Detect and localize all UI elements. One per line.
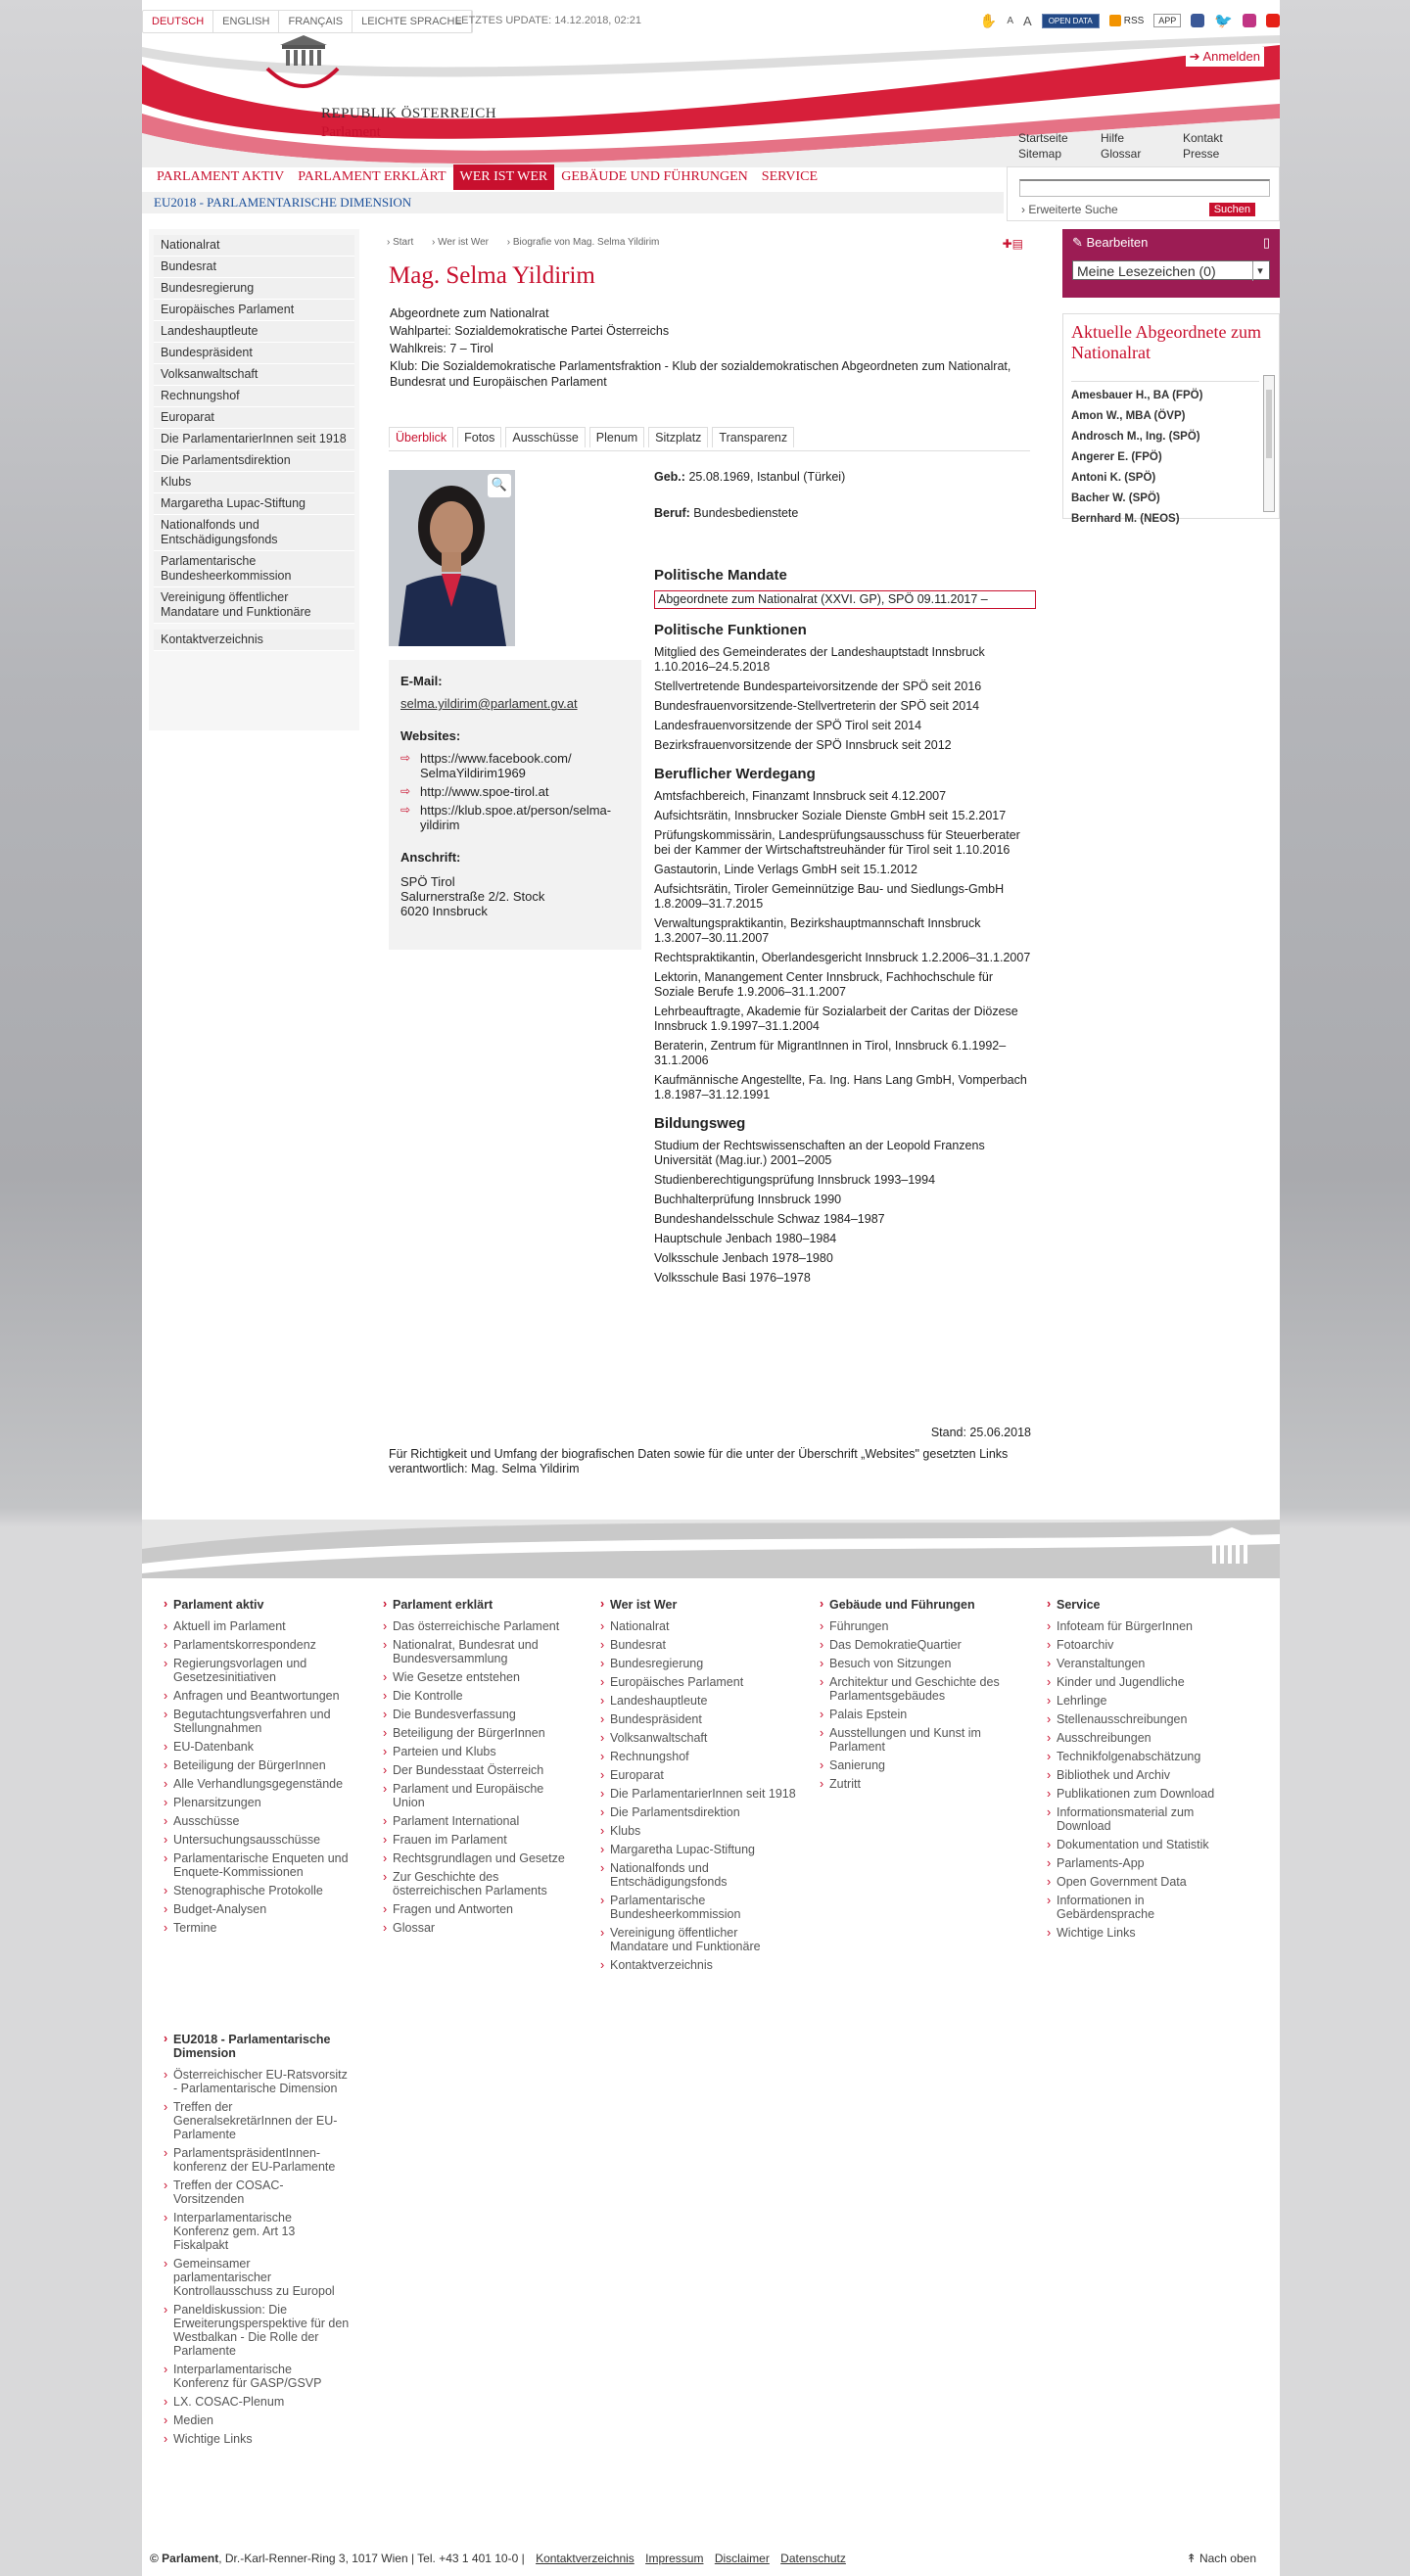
leftnav-item[interactable]: Vereinigung öffentlicher Mandatare und Funktionäre [154, 587, 354, 624]
current-members-title: Aktuelle Abgeordnete zum Nationalrat [1071, 322, 1261, 362]
page [142, 0, 1280, 2576]
geb-label: Geb.: [654, 470, 685, 484]
leftnav-item-kontaktverzeichnis[interactable]: Kontaktverzeichnis [154, 630, 354, 651]
footer-link[interactable]: › Architektur und Geschichte des Parlamentsgebäudes [820, 1675, 1015, 1703]
footer-link[interactable]: › Parlamentarische Bundesheerkommission [600, 1894, 796, 1921]
funktion-item: Stellvertretende Bundesparteivorsitzende der SPÖ seit 2016 [654, 679, 982, 693]
leftnav-item[interactable]: Landeshauptleute [154, 321, 354, 343]
werdegang-heading: Beruflicher Werdegang [654, 766, 816, 782]
nav-parlament-erklaert[interactable]: PARLAMENT ERKLÄRT [298, 169, 446, 184]
footer-link[interactable]: › Begutachtungsverfahren und Stellungnahmen [164, 1708, 359, 1735]
leftnav-item[interactable]: Die ParlamentarierInnen seit 1918 [154, 429, 354, 450]
address-line: SPÖ Tirol [400, 874, 455, 889]
footer-swoosh [142, 1520, 1280, 1578]
logo-line2: Parlament [321, 124, 381, 140]
websites-list [400, 751, 630, 832]
footer-link[interactable]: › Aktuell im Parlament [164, 1619, 359, 1633]
bildung-heading: Bildungsweg [654, 1115, 746, 1132]
werdegang-item: Prüfungskommissärin, Landesprüfungsausschuss für Steuerberater bei der Kammer der Wirtschaftstreuhänder für Tirol seit 1.10.2016 [654, 828, 1020, 857]
youtube-icon[interactable] [1266, 14, 1280, 27]
rss-icon [1109, 15, 1121, 26]
footer-link[interactable]: › Bibliothek und Archiv [1047, 1768, 1243, 1782]
arrow-up-icon: ↟ [1186, 2552, 1199, 2565]
email-label: E-Mail: [400, 674, 443, 688]
service-links [1018, 131, 1265, 161]
info-icon: ▯ [1262, 235, 1270, 250]
address-line: 6020 Innsbruck [400, 904, 488, 918]
current-members-panel [1062, 313, 1280, 525]
footer-link[interactable]: › Interparlamentarische Konferenz gem. Art 13 Fiskalpakt [164, 2211, 350, 2252]
tab-plenum[interactable]: Plenum [589, 427, 644, 447]
link-glossar[interactable]: Glossar [1101, 147, 1142, 161]
werdegang-item: Lektorin, Manangement Center Innsbruck, Fachhochschule für Soziale Berufe 1.9.2006–31.1.2007 [654, 970, 994, 999]
werdegang-item: Beraterin, Zentrum für MigrantInnen in Tirol, Innsbruck 6.1.1992–31.1.2006 [654, 1039, 1007, 1067]
stand-date: Stand: 25.06.2018 [930, 1426, 1031, 1439]
member-link[interactable]: Amesbauer H., BA (FPÖ) [1071, 390, 1203, 401]
footer-link[interactable]: › Rechtsgrundlagen und Gesetze [383, 1851, 579, 1865]
footer-col-eu2018 [164, 2033, 350, 2451]
funktion-item: Mitglied des Gemeinderates der Landeshauptstadt Innsbruck 1.10.2016–24.5.2018 [654, 645, 985, 674]
footer-link[interactable]: › Technikfolgenabschätzung [1047, 1750, 1243, 1763]
rss-link[interactable] [1109, 15, 1145, 26]
footer-link[interactable]: › Open Government Data [1047, 1875, 1243, 1889]
nav-parlament-aktiv[interactable]: PARLAMENT AKTIV [157, 169, 285, 184]
login-link[interactable] [1186, 47, 1264, 67]
footer-heading[interactable]: › Gebäude und Führungen [820, 1598, 1015, 1612]
last-update: LETZTES UPDATE: 14.12.2018, 02:21 [455, 15, 641, 26]
leftnav-item[interactable]: Margaretha Lupac-Stiftung [154, 493, 354, 515]
leftnav-item[interactable]: Bundesrat [154, 257, 354, 278]
lang-english[interactable]: ENGLISH [213, 11, 279, 32]
email-link[interactable]: selma.yildirim@parlament.gv.at [400, 696, 578, 711]
footer-link[interactable]: › Palais Epstein [820, 1708, 1015, 1721]
footer-link[interactable]: › Lehrlinge [1047, 1694, 1243, 1708]
breadcrumb-label: Start [393, 237, 414, 248]
tab-sitzplatz[interactable]: Sitzplatz [648, 427, 708, 447]
funktion-item: Landesfrauenvorsitzende der SPÖ Tirol seit 2014 [654, 719, 922, 732]
footer-link[interactable]: › Termine [164, 1921, 359, 1935]
footer-link[interactable]: › Kinder und Jugendliche [1047, 1675, 1243, 1689]
bearbeiten-toggle[interactable] [1072, 235, 1270, 251]
footer-link[interactable]: › Interparlamentarische Konferenz für GASP/GSVP [164, 2363, 350, 2390]
mandate-item: Abgeordnete zum Nationalrat (XXVI. GP), SPÖ 09.11.2017 – [654, 590, 1036, 609]
footer-link[interactable]: › Parlamentskorrespondenz [164, 1638, 359, 1652]
werdegang-item: Rechtspraktikantin, Oberlandesgericht Innsbruck 1.2.2006–31.1.2007 [654, 951, 1031, 964]
footer-link[interactable]: › Anfragen und Beantwortungen [164, 1689, 359, 1703]
lang-leichte-sprache[interactable]: LEICHTE SPRACHE [352, 11, 472, 32]
back-to-top-label: Nach oben [1198, 2552, 1256, 2565]
bearbeiten-label: Bearbeiten [1086, 235, 1149, 250]
members-list [1071, 381, 1259, 525]
bildung-item: Bundeshandelsschule Schwaz 1984–1987 [654, 1212, 885, 1226]
footer-link[interactable]: › Stenographische Protokolle [164, 1884, 359, 1897]
footer-bottom-link[interactable]: Disclaimer [714, 2552, 770, 2565]
instagram-icon[interactable] [1243, 14, 1256, 27]
lang-deutsch[interactable]: DEUTSCH [143, 11, 213, 32]
link-presse[interactable]: Presse [1183, 147, 1220, 161]
profile-photo[interactable] [389, 470, 515, 646]
edit-icon: ✎ [1072, 235, 1087, 250]
footer-heading[interactable]: › Parlament aktiv [164, 1598, 359, 1612]
bildung-item: Volksschule Basi 1976–1978 [654, 1271, 811, 1285]
leftnav-item[interactable]: Die Parlamentsdirektion [154, 450, 354, 472]
intro-line: Abgeordnete zum Nationalrat [390, 306, 549, 320]
search-input[interactable] [1019, 179, 1270, 197]
footer-link[interactable]: › Das österreichische Parlament [383, 1619, 579, 1633]
footer-link[interactable]: › Stellenausschreibungen [1047, 1712, 1243, 1726]
copyright: © Parlament [150, 2552, 219, 2565]
werdegang-item: Gastautorin, Linde Verlags GmbH seit 15.1.2012 [654, 863, 917, 876]
member-link[interactable]: Angerer E. (FPÖ) [1071, 451, 1162, 463]
leftnav-item[interactable]: Nationalfonds und Entschädigungsfonds [154, 515, 354, 551]
leftnav-item[interactable]: Bundespräsident [154, 343, 354, 364]
contact-box [389, 660, 641, 950]
footer-link[interactable]: › Untersuchungsausschüsse [164, 1833, 359, 1847]
footer-col-service [1047, 1598, 1243, 1944]
language-switcher [142, 10, 473, 33]
tab-ueberblick[interactable]: Überblick [389, 427, 453, 447]
footer-link[interactable]: › Wie Gesetze entstehen [383, 1670, 579, 1684]
footer-bottom [150, 2552, 1272, 2565]
subnav-eu2018[interactable]: EU2018 - PARLAMENTARISCHE DIMENSION [154, 195, 412, 210]
footer-link[interactable]: › Vereinigung öffentlicher Mandatare und Funktionäre [600, 1926, 796, 1953]
werdegang-item: Amtsfachbereich, Finanzamt Innsbruck seit 4.12.2007 [654, 789, 947, 803]
footer-bottom-link[interactable]: Impressum [645, 2552, 704, 2565]
footer-heading[interactable]: › Parlament erklärt [383, 1598, 579, 1612]
werdegang-item: Lehrbeauftragte, Akademie für Sozialarbeit der Caritas der Diözese Innsbruck 1.9.1997–31.1.2004 [654, 1005, 1018, 1033]
leftnav-item[interactable]: Rechnungshof [154, 386, 354, 407]
leftnav-item[interactable]: Bundesregierung [154, 278, 354, 300]
login-label: Anmelden [1202, 49, 1260, 64]
tab-ausschuesse[interactable]: Ausschüsse [505, 427, 585, 447]
footer-link[interactable]: › Bundesrat [600, 1638, 796, 1652]
footer-address: , Dr.-Karl-Renner-Ring 3, 1017 Wien | Tel. +43 1 401 10-0 | [218, 2552, 525, 2565]
footer-link[interactable]: › Sanierung [820, 1758, 1015, 1772]
link-sitemap[interactable]: Sitemap [1018, 147, 1062, 161]
biography [654, 470, 1036, 1290]
footer-heading[interactable]: › Wer ist Wer [600, 1598, 796, 1612]
font-small-button[interactable]: A [1007, 15, 1014, 26]
werdegang-item: Aufsichtsrätin, Innsbrucker Soziale Dienste GmbH seit 15.2.2017 [654, 809, 1007, 822]
footer-link[interactable]: › Ausstellungen und Kunst im Parlament [820, 1726, 1015, 1754]
member-link[interactable]: Amon W., MBA (ÖVP) [1071, 410, 1186, 422]
funktion-item: Bundesfrauenvorsitzende-Stellvertreterin der SPÖ seit 2014 [654, 699, 980, 713]
nav-service[interactable]: SERVICE [761, 169, 819, 184]
footer-link[interactable]: › Fotoarchiv [1047, 1638, 1243, 1652]
footer-link[interactable]: › Bundespräsident [600, 1712, 796, 1726]
top-bar [142, 10, 1280, 33]
intro-line: Wahlpartei: Sozialdemokratische Partei Österreichs [390, 324, 670, 338]
footer-link[interactable]: › Alle Verhandlungsgegenstände [164, 1777, 359, 1791]
tools [980, 12, 1280, 29]
footer-link[interactable]: › Informationsmaterial zum Download [1047, 1805, 1243, 1833]
logo-line1: REPUBLIK ÖSTERREICH [321, 106, 497, 121]
funktion-item: Bezirksfrauenvorsitzende der SPÖ Innsbruck seit 2012 [654, 738, 952, 752]
footer-link[interactable]: › Parteien und Klubs [383, 1745, 579, 1758]
leftnav-item[interactable]: Nationalrat [154, 235, 354, 257]
breadcrumb-item[interactable]: › Wer ist Wer [432, 237, 489, 248]
link-kontakt[interactable]: Kontakt [1183, 131, 1223, 145]
search-button[interactable]: Suchen [1209, 203, 1255, 216]
rss-label: RSS [1123, 15, 1145, 26]
footer-link[interactable]: › ParlamentspräsidentInnen-konferenz der EU-Parlamente [164, 2146, 350, 2174]
sign-language-icon[interactable]: ✋ [979, 12, 998, 28]
member-link[interactable]: Bacher W. (SPÖ) [1071, 492, 1160, 504]
intro-line: Klub: Die Sozialdemokratische Parlamentsfraktion - Klub der sozialdemokratischen Abgeordneten zum Nationalrat, Bundesrat und Europäischen Parlament [390, 359, 1011, 389]
leftnav-item[interactable]: Europäisches Parlament [154, 300, 354, 321]
footer-link[interactable]: › Regierungsvorlagen und Gesetzesinitiativen [164, 1657, 359, 1684]
footer-link[interactable]: › Die Bundesverfassung [383, 1708, 579, 1721]
bearbeiten-panel [1062, 229, 1280, 298]
intro-line: Wahlkreis: 7 – Tirol [390, 342, 494, 355]
facebook-icon[interactable] [1191, 14, 1204, 27]
header [142, 35, 1280, 231]
footer-link[interactable]: › Dokumentation und Statistik [1047, 1838, 1243, 1851]
footer-link[interactable]: › Nationalrat [600, 1619, 796, 1633]
footer-bottom-link[interactable]: Kontaktverzeichnis [536, 2552, 634, 2565]
bildung-item: Volksschule Jenbach 1978–1980 [654, 1251, 833, 1265]
footer-col-parlament-aktiv [164, 1598, 359, 1940]
werdegang-item: Aufsichtsrätin, Tiroler Gemeinnützige Bau- und Siedlungs-GmbH 1.8.2009–31.7.2015 [654, 882, 1005, 911]
breadcrumb-label: Wer ist Wer [438, 237, 489, 248]
footer-link[interactable]: › Das DemokratieQuartier [820, 1638, 1015, 1652]
leftnav-item[interactable]: Volksanwaltschaft [154, 364, 354, 386]
breadcrumb-label: Biografie von Mag. Selma Yildirim [512, 237, 660, 248]
footer-link[interactable]: › Führungen [820, 1619, 1015, 1633]
footer-link[interactable]: › Zutritt [820, 1777, 1015, 1791]
breadcrumb [387, 237, 675, 248]
logo-text[interactable] [321, 106, 496, 141]
bildung-item: Studienberechtigungsprüfung Innsbruck 1993–1994 [654, 1173, 936, 1187]
websites-label: Websites: [400, 728, 461, 743]
mandate-heading: Politische Mandate [654, 567, 787, 584]
leftnav-item[interactable]: Klubs [154, 472, 354, 493]
bildung-item: Hauptschule Jenbach 1980–1984 [654, 1232, 837, 1245]
footer-link[interactable]: › Veranstaltungen [1047, 1657, 1243, 1670]
link-startseite[interactable]: Startseite [1018, 131, 1068, 145]
leftnav-item[interactable]: Europarat [154, 407, 354, 429]
footer-link[interactable]: › Parlament International [383, 1814, 579, 1828]
footer-col-parlament-erklaert [383, 1598, 579, 1940]
address-line: Salurnerstraße 2/2. Stock [400, 889, 545, 904]
breadcrumb-item[interactable]: › Start [387, 237, 414, 248]
font-large-button[interactable]: A [1023, 13, 1032, 28]
footer-link[interactable]: › Kontaktverzeichnis [600, 1958, 796, 1972]
advanced-search-label: Erweiterte Suche [1028, 203, 1118, 216]
geb-value: 25.08.1969, Istanbul (Türkei) [688, 470, 846, 484]
footer-link[interactable]: › Volksanwaltschaft [600, 1731, 796, 1745]
footer-link[interactable]: › Paneldiskussion: Die Erweiterungsperspektive für den Westbalkan - Die Rolle der Parlamente [164, 2303, 350, 2358]
footer-link[interactable]: › Plenarsitzungen [164, 1796, 359, 1809]
footer-col-wer-ist-wer [600, 1598, 796, 1977]
footer-link[interactable]: › Besuch von Sitzungen [820, 1657, 1015, 1670]
footer-col-gebaeude [820, 1598, 1015, 1796]
footer-link[interactable]: › Ausschüsse [164, 1814, 359, 1828]
responsibility-note: Für Richtigkeit und Umfang der biografischen Daten sowie für die unter der Überschrift „Websites" gesetzten Links verantwortlich: Mag. Selma Yildirim [389, 1447, 1009, 1475]
footer-link[interactable]: › Glossar [383, 1921, 579, 1935]
footer-link[interactable]: › Europäisches Parlament [600, 1675, 796, 1689]
profile-intro [390, 305, 1026, 392]
beruf-value: Bundesbedienstete [693, 506, 799, 520]
breadcrumb-item: › Biografie von Mag. Selma Yildirim [506, 237, 660, 248]
footer-link[interactable]: › Europarat [600, 1768, 796, 1782]
footer-link[interactable]: › Bundesregierung [600, 1657, 796, 1670]
footer-link[interactable]: › Frauen im Parlament [383, 1833, 579, 1847]
footer-link[interactable]: › Parlaments-App [1047, 1856, 1243, 1870]
opendata-button[interactable]: OPEN DATA [1042, 14, 1100, 28]
members-scrollbar[interactable] [1263, 375, 1275, 512]
website-link[interactable]: ⇨ https://klub.spoe.at/person/selma-yildirim [400, 803, 630, 832]
footer-link[interactable]: › Medien [164, 2413, 350, 2427]
footer-link[interactable]: › Die ParlamentarierInnen seit 1918 [600, 1787, 796, 1801]
footer-link[interactable]: › Treffen der COSAC-Vorsitzenden [164, 2178, 350, 2206]
footer-link[interactable]: › LX. COSAC-Plenum [164, 2395, 350, 2409]
footer-bottom-link[interactable]: Datenschutz [780, 2552, 846, 2565]
footer-link[interactable]: › Rechnungshof [600, 1750, 796, 1763]
app-link[interactable]: APP [1153, 14, 1181, 27]
lang-francais[interactable]: FRANÇAIS [279, 11, 352, 32]
footer-link[interactable]: › Wichtige Links [164, 2432, 350, 2446]
twitter-icon[interactable]: 🐦 [1214, 13, 1233, 29]
bookmarks-select[interactable]: Meine Lesezeichen (0) ▾ [1072, 260, 1270, 280]
footer-heading[interactable]: › Service [1047, 1598, 1243, 1612]
page-title: Mag. Selma Yildirim [389, 262, 595, 289]
bildung-item: Buchhalterprüfung Innsbruck 1990 [654, 1193, 842, 1206]
website-link[interactable]: ⇨ https://www.facebook.com/ SelmaYildirim1969 [400, 751, 630, 780]
footer-link[interactable]: › Publikationen zum Download [1047, 1787, 1243, 1801]
funktionen-heading: Politische Funktionen [654, 622, 807, 638]
footer-link[interactable]: › Budget-Analysen [164, 1902, 359, 1916]
tab-fotos[interactable]: Fotos [457, 427, 501, 447]
beruf-label: Beruf: [654, 506, 690, 520]
footer-link[interactable]: › Klubs [600, 1824, 796, 1838]
footer-link[interactable]: › Beteiligung der BürgerInnen [164, 1758, 359, 1772]
footer-link[interactable]: › Parlamentarische Enqueten und Enquete-Kommissionen [164, 1851, 359, 1879]
birth-info [654, 470, 1036, 485]
footer-link[interactable]: › Treffen der GeneralsekretärInnen der EU-Parlamente [164, 2100, 350, 2141]
leftnav-item[interactable]: Parlamentarische Bundesheerkommission [154, 551, 354, 587]
member-link[interactable]: Antoni K. (SPÖ) [1071, 472, 1156, 484]
job-info [654, 506, 1036, 521]
footer-link[interactable]: › Ausschreibungen [1047, 1731, 1243, 1745]
search-box [1007, 166, 1280, 221]
back-to-top-link[interactable] [1187, 2552, 1256, 2565]
sub-nav [142, 192, 1004, 213]
nav-wer-ist-wer[interactable]: WER IST WER [453, 164, 555, 190]
address-label: Anschrift: [400, 850, 461, 865]
website-link[interactable]: ⇨ http://www.spoe-tirol.at [400, 784, 630, 799]
footer-heading[interactable]: › EU2018 - Parlamentarische Dimension [164, 2033, 350, 2060]
footer-link[interactable]: › Infoteam für BürgerInnen [1047, 1619, 1243, 1633]
footer-link[interactable]: › Landeshauptleute [600, 1694, 796, 1708]
print-icon[interactable]: ✚▤ [1002, 237, 1023, 251]
footer-link[interactable]: › Die Kontrolle [383, 1689, 579, 1703]
footer-link[interactable]: › Parlament und Europäische Union [383, 1782, 579, 1809]
footer-link[interactable]: › Österreichischer EU-Ratsvorsitz - Parlamentarische Dimension [164, 2068, 350, 2095]
footer-link[interactable]: › Fragen und Antworten [383, 1902, 579, 1916]
member-link[interactable]: Androsch M., Ing. (SPÖ) [1071, 431, 1200, 443]
footer-link[interactable]: › Nationalrat, Bundesrat und Bundesversammlung [383, 1638, 579, 1665]
member-link[interactable]: Bernhard M. (NEOS) [1071, 513, 1180, 525]
bildung-item: Studium der Rechtswissenschaften an der Leopold Franzens Universität (Mag.iur.) 2001–2005 [654, 1139, 985, 1167]
tab-transparenz[interactable]: Transparenz [712, 427, 794, 447]
werdegang-item: Kaufmännische Angestellte, Fa. Ing. Hans Lang GmbH, Vomperbach 1.8.1987–31.12.1991 [654, 1073, 1027, 1101]
footer-link[interactable]: › EU-Datenbank [164, 1740, 359, 1754]
footer-link[interactable]: › Wichtige Links [1047, 1926, 1243, 1940]
zoom-icon[interactable]: 🔍 [488, 474, 511, 497]
footer-link[interactable]: › Beteiligung der BürgerInnen [383, 1726, 579, 1740]
footer-link[interactable]: › Gemeinsamer parlamentarischer Kontrollausschuss zu Europol [164, 2257, 350, 2298]
left-nav [149, 229, 359, 730]
profile-tabs [389, 427, 794, 447]
nav-gebaeude[interactable]: GEBÄUDE UND FÜHRUNGEN [561, 169, 748, 184]
footer-link[interactable]: › Informationen in Gebärdensprache [1047, 1894, 1243, 1921]
login-arrow-icon: ➔ [1189, 49, 1203, 64]
werdegang-item: Verwaltungspraktikantin, Bezirkshauptmannschaft Innsbruck 1.3.2007–30.11.2007 [654, 916, 981, 945]
advanced-search-link[interactable]: › Erweiterte Suche [1021, 203, 1118, 216]
link-hilfe[interactable]: Hilfe [1101, 131, 1125, 145]
footer-link[interactable]: › Der Bundesstaat Österreich [383, 1763, 579, 1777]
footer-link[interactable]: › Zur Geschichte des österreichischen Parlaments [383, 1870, 579, 1897]
footer-link[interactable]: › Margaretha Lupac-Stiftung [600, 1843, 796, 1856]
tab-divider [389, 450, 1030, 451]
footer-link[interactable]: › Die Parlamentsdirektion [600, 1805, 796, 1819]
footer-link[interactable]: › Nationalfonds und Entschädigungsfonds [600, 1861, 796, 1889]
